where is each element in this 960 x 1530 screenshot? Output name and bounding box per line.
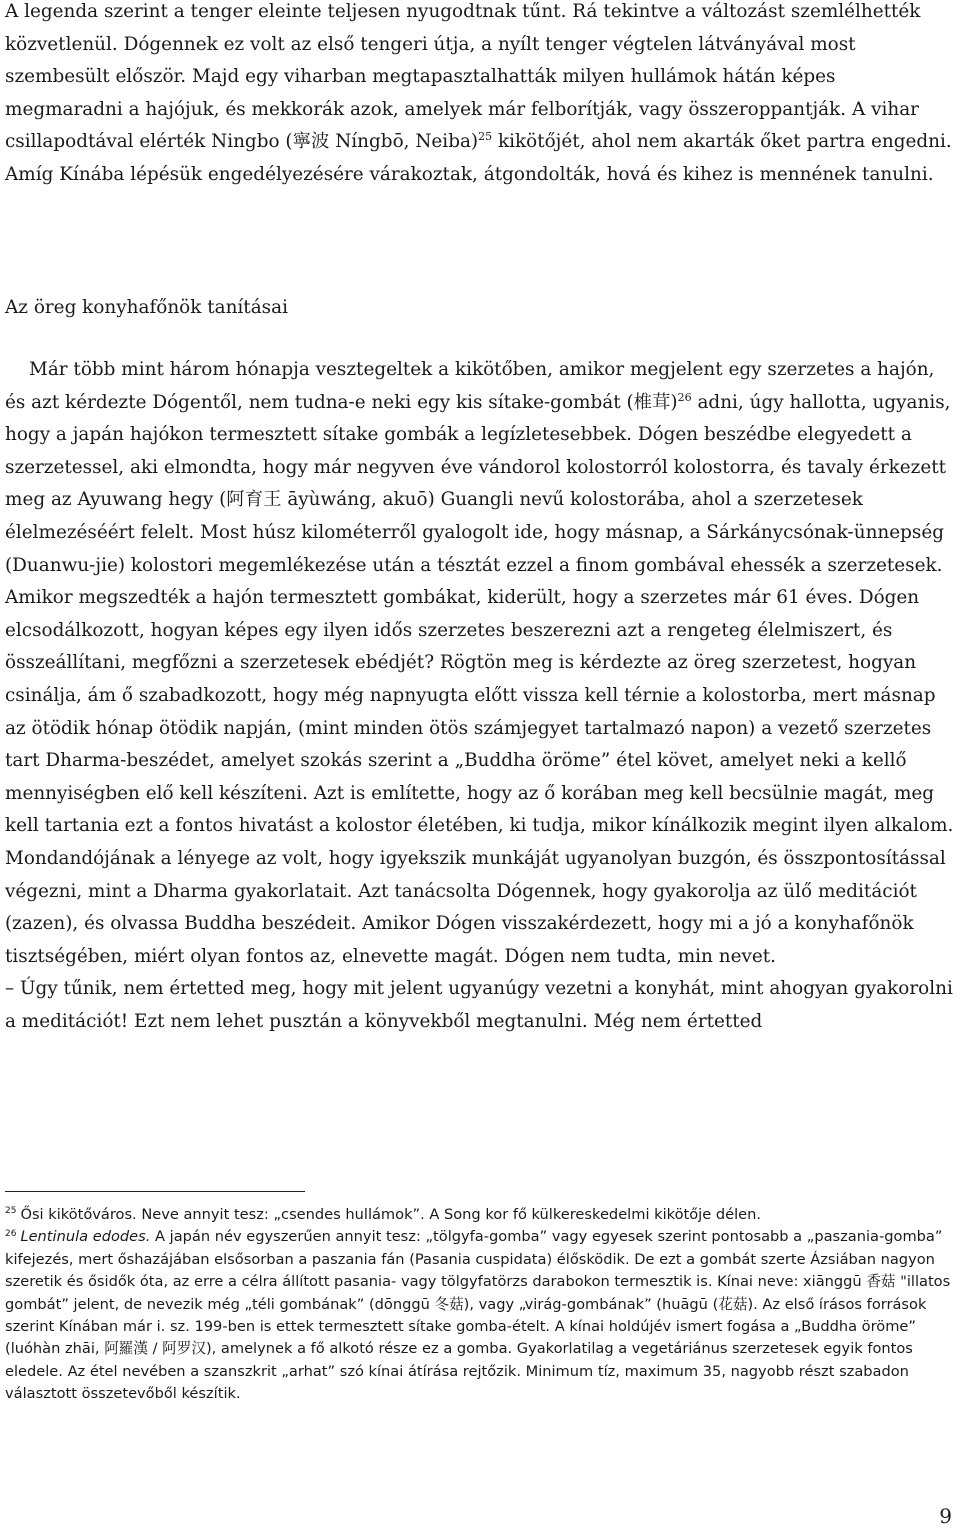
footnote-number-25: 25 xyxy=(5,1206,17,1217)
main-body xyxy=(5,354,955,1038)
species-name: Lentinula edodes. xyxy=(20,1228,151,1246)
footnotes xyxy=(5,1204,955,1406)
footnote-ref-26[interactable]: 26 xyxy=(677,390,692,404)
footnote-divider xyxy=(5,1191,305,1192)
shiitake-chinese-characters: 椎茸 xyxy=(633,391,671,413)
main-paragraph: Már több mint három hónapja vesztegeltek a kikötőben, amikor megjelent egy szerzetes a hajón, és azt kérdezte Dógentől, nem tudna-e neki egy kis sítake-gombát (椎茸)$^{26}$ adni, úgy hallotta, ugyanis, hogy a japán hajókon termesztett sítake gombák a legízletesebbek. Dógen beszédbe elegyedett a szerzetessel, aki elmondta, hogy már negyven éve vándorol kolostorról kolostorra, és tavaly érkezett meg az Ayuwang hegy (阿育王 āyùwáng, akuō) Guangli nevű kolostorába, ahol a szerzetesek élelmezéséért felelt. Most húsz kilométerről gyalogolt ide, hogy másnap, a Sárkánycsónak-ünnepség (Duanwu-jie) kolostori megemlékezése után a tésztát ezzel a finom gombával ehessék a szerzetesek. Amikor megszedték a hajón termesztett gombákat, kiderült, hogy a szerzetes már 61 éves. Dógen elcsodálkozott, hogyan képes egy ilyen idős szerzetes beszerezni azt a rengeteg élelmiszert, és összeállítani, megfőzni a szerzetesek ebédjét? Rögtön meg is kérdezte az öreg szerzetest, hogyan csinálja, ám ő szabadkozott, hogy még napnyugta előtt vissza kell térnie a kolostorba, mert másnap az ötödik hónap ötödik napján, (mint minden ötös számjegyet tartalmazó napon) a vezető szerzetes tart Dharma-beszédet, amelyet szokás szerint a „Buddha öröme” étel követ, amelyet neki a kellő mennyiségben elő kell készíteni. Azt is említette, hogy az ő korában meg kell becsülnie magát, meg kell tartania ezt a fontos hivatást a kolostor életében, ki tudja, mikor kínálkozik megint ilyen alkalom. Mondandójának a lényege az volt, hogy igyekszik munkáját ugyanolyan buzgón, és összpontosítással végezni, mint a Dharma gyakorlatait. Azt tanácsolta Dógennek, hogy gyakorolja az ülő meditációt (zazen), és olvassa Buddha beszédeit. Amikor Dógen visszakérdezett, hogy mi a jó a konyhafőnök tisztségében, miért olyan fontos az, elnevette magát. Dógen nem tudta, min nevet. xyxy=(5,359,954,967)
ningbo-chinese-characters: 寧波 xyxy=(292,131,330,153)
ayuwang-chinese-characters: 阿育王 xyxy=(226,489,282,511)
footnote-ref-25[interactable]: 25 xyxy=(478,130,493,144)
footnote-26: $^{26}$ Lentinula edodes. A japán név egyszerűen annyit tesz: „tölgyfa-gomba” vagy egyesek szerint pontosabb a „paszania-gomba” kifejezés, mert őshazájában elsősorban a paszania fán (Pasania cuspidata) élősködik. De ezt a gombát szerte Ázsiában nagyon szeretik és ősidők óta, az erre a célra állított pasania- vagy tölgyfatörzs darabokon termesztik is. Kínai neve: xiānggū 香菇 "illatos gombát” jelent, de nevezik még „téli gombának” (dōnggū 冬菇), vagy „virág-gombának” (huāgū (花菇). Az első írásos források szerint Kínában már i. sz. 199-ben is ettek termesztett sítake gomba-ételt. A kínai holdújév ismert fogása a „Buddha öröme” (luóhàn zhāi, 阿羅漢 / 阿罗汉), amelynek a fő alkotó része ez a gomba. Gyakorlatilag a vegetáriánus szerzetesek egyik fontos eledele. Az étel nevében a szanszkrit „arhat” szó kínai átírása rejtőzik. Minimum tíz, maximum 35, nagyobb részt szabadon választott összetevőből készítik. xyxy=(5,1228,951,1403)
intro-text: A legenda szerint a tenger eleinte teljesen nyugodtnak tűnt. Rá tekintve a változást szemlélhették közvetlenül. Dógennek ez volt az első tengeri útja, a nyílt tenger végtelen látványával most szembesült először. Majd egy viharban megtapasztalhatták milyen hullámok hátán képes megmaradni a hajójuk, és mekkorák azok, amelyek már felborítják, vagy összeroppantják. A vihar csillapodtával elérték Ningbo (寧波 Níngbō, Neiba)$^{25}$ kikötőjét, ahol nem akarták őket partra engedni. Amíg Kínába lépésük engedélyezésére várakoztak, átgondolták, hová és kihez is mennének tanulni. xyxy=(5,1,952,185)
dialogue-paragraph: – Úgy tűnik, nem értetted meg, hogy mit jelent ugyanúgy vezetni a konyhát, mint ahogyan gyakorolni a meditációt! Ezt nem lehet pusztán a könyvekből megtanulni. Még nem értetted xyxy=(5,978,953,1032)
footnote-number-26: 26 xyxy=(5,1228,17,1239)
footnote-25: $^{25}$ Ősi kikötőváros. Neve annyit tesz: „csendes hullámok”. A Song kor fő külkereskedelmi kikötője délen. xyxy=(5,1206,761,1223)
page-number: 9 xyxy=(939,1504,952,1528)
intro-paragraph xyxy=(5,0,955,192)
section-heading: Az öreg konyhafőnök tanításai xyxy=(5,297,288,318)
